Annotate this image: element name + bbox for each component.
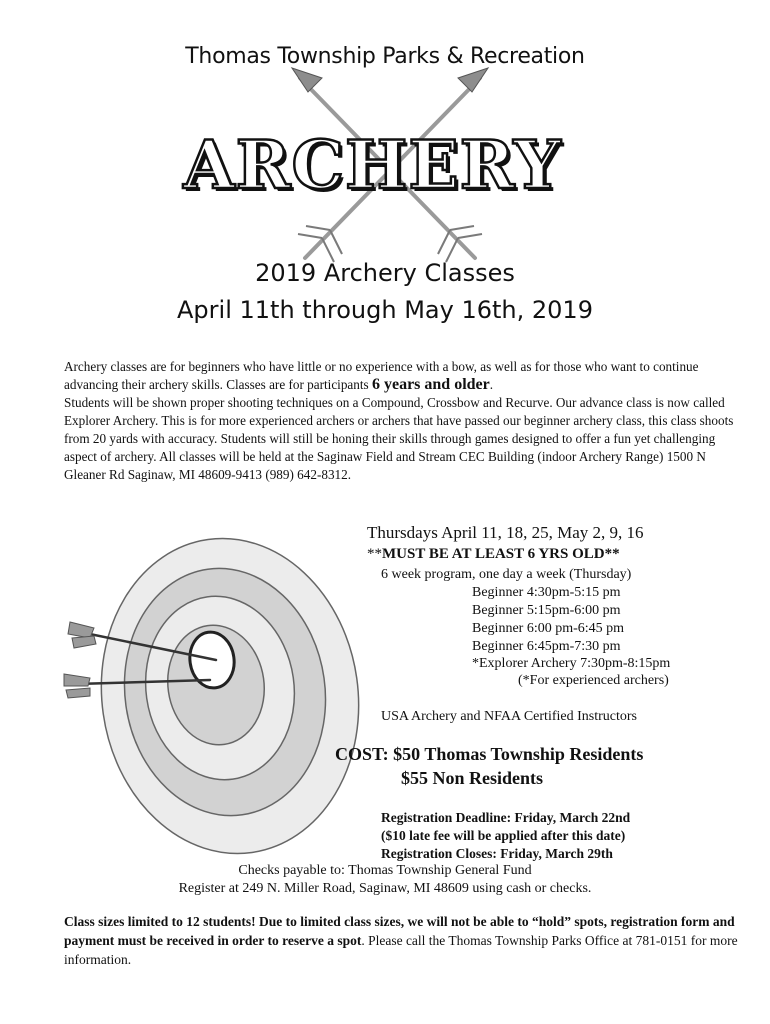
contact-info: . Please call the Thomas Township Parks Office at 781-0151 for more information.: [64, 933, 738, 967]
archery-target-icon: [60, 528, 360, 858]
registration-closes: Registration Closes: Friday, March 29th: [381, 846, 613, 861]
archery-title: ARCHERY: [183, 126, 562, 204]
register-address: Register at 249 N. Miller Road, Saginaw, MI 48609 using cash or checks.: [178, 881, 592, 896]
cost-non-residents: $55 Non Residents: [401, 768, 544, 788]
time-slot-explorer: *Explorer Archery 7:30pm-8:15pm: [472, 656, 671, 671]
time-slot: Beginner 6:45pm-7:30 pm: [472, 639, 621, 654]
program-length: 6 week program, one day a week (Thursday): [381, 567, 632, 582]
intro-text-end: .: [489, 377, 494, 392]
classes-title: 2019 Archery Classes: [255, 259, 515, 287]
time-slot: Beginner 4:30pm-5:15 pm: [472, 585, 621, 600]
footer-note: [64, 912, 740, 969]
explorer-note: (*For experienced archers): [518, 673, 669, 688]
classes-date-range: April 11th through May 16th, 2019: [177, 296, 593, 324]
age-requirement: [367, 545, 620, 563]
age-requirement-text: MUST BE AT LEAST 6 YRS OLD**: [382, 546, 620, 562]
instructors-note: USA Archery and NFAA Certified Instructors: [381, 709, 637, 724]
time-slot: Beginner 5:15pm-6:00 pm: [472, 603, 621, 618]
class-size-warning: Class sizes limited to 12 students! Due to limited class sizes, we will not be able to “hold” spots, registration form and payment must be received in order to reserve a spot: [64, 914, 735, 948]
cost-residents: COST: $50 Thomas Township Residents: [335, 744, 644, 764]
late-fee-note: ($10 late fee will be applied after this date): [381, 828, 626, 843]
age-stars: **: [367, 546, 382, 562]
intro-paragraph-2: Students will be shown proper shooting techniques on a Compound, Crossbow and Recurve. Our advance class is now called Explorer Archery. This is for more experienced archers or archers that have passed our beginner archery class, this class shoots from 20 yards with accuracy. Students will still be honing their skills through games designed to offer a fun yet challenging aspect of archery. All classes will be held at the Saginaw Field and Stream CEC Building (indoor Archery Range) 1500 N Gleaner Rd Saginaw, MI 48609-9413 (989) 642-8312.: [64, 395, 734, 482]
intro-paragraph-1: [64, 358, 740, 394]
intro-text: [64, 358, 740, 484]
time-slot: Beginner 6:00 pm-6:45 pm: [472, 621, 625, 636]
class-dates: Thursdays April 11, 18, 25, May 2, 9, 16: [367, 523, 644, 542]
organization-name: Thomas Township Parks & Recreation: [185, 44, 585, 69]
age-highlight: 6 years and older: [371, 376, 490, 393]
intro-text-part: Archery classes are for beginners who have little or no experience with a bow, as well as for those who want to continue advancing their archery skills. Classes are for participants: [64, 359, 699, 392]
checks-payable: Checks payable to: Thomas Township General Fund: [238, 863, 532, 878]
registration-deadline: Registration Deadline: Friday, March 22nd: [381, 810, 631, 825]
